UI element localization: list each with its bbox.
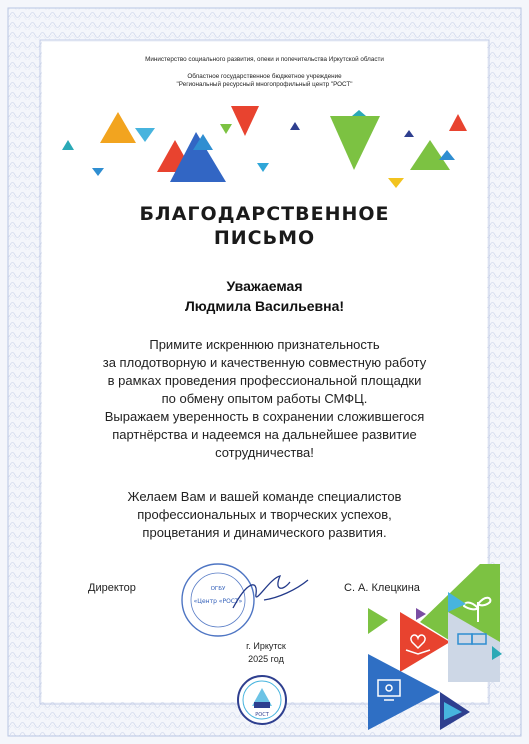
triangle-green-big: [330, 116, 380, 170]
greeting-line-2: Людмила Васильевна!: [184, 298, 345, 314]
city: г. Иркутск: [246, 641, 286, 651]
triangle-teal-top: [352, 110, 366, 116]
triangle-red-right: [449, 114, 467, 131]
place-date: [236, 640, 296, 666]
triangle-teal-tiny: [62, 140, 74, 150]
institution-type: Областное государственное бюджетное учреждение: [187, 73, 342, 80]
triangle-navy-tiny: [290, 122, 300, 130]
body-line: Примите искреннюю признательность: [149, 337, 380, 352]
triangle-green-small: [220, 124, 232, 134]
services-illustration: [360, 562, 510, 732]
triangle-blue-tiny: [257, 163, 269, 172]
triangle-teal-small: [135, 128, 155, 142]
body-line: за плодотворную и качественную совместную работу: [102, 355, 427, 370]
title-line-2: ПИСЬМО: [213, 227, 316, 249]
institution-name: "Региональный ресурсный многопрофильный центр "РОСТ": [176, 81, 353, 88]
triangle-red-big: [231, 106, 259, 136]
body-line: по обмену опытом работы СМФЦ.: [161, 391, 368, 406]
body-line: партнёрства и надеемся на дальнейшее развитие: [112, 427, 417, 442]
triangle-navy-right: [404, 130, 414, 137]
triangle-yellow-small: [388, 178, 404, 188]
greeting-line-1: Уважаемая: [226, 278, 303, 294]
stamp-text-top: ОГБУ: [210, 586, 226, 592]
decorative-triangles: [0, 0, 529, 200]
triangle-orange: [100, 112, 136, 143]
ministry-name: Министерство социального развития, опеки и попечительства Иркутской области: [145, 56, 384, 63]
triangle-green-left: [368, 608, 388, 634]
signer-name: С. А. Клецкина: [344, 582, 420, 594]
year: 2025 год: [248, 654, 284, 664]
body-line: сотрудничества!: [215, 445, 314, 460]
wish-line: профессиональных и творческих успехов,: [137, 507, 392, 522]
body-line: в рамках проведения профессиональной площадки: [107, 373, 422, 388]
triangle-blue-left: [92, 168, 104, 176]
stamp-text-mid: «Центр «РОСТ»: [193, 598, 243, 605]
body-line: Выражаем уверенность в сохранении сложившегося: [104, 409, 425, 424]
logo-text: РОСТ: [255, 712, 269, 718]
handwritten-signature: [233, 576, 308, 608]
rost-logo: [236, 674, 288, 726]
wish-line: процветания и динамического развития.: [142, 525, 387, 540]
wish-line: Желаем Вам и вашей команде специалистов: [127, 489, 402, 504]
triangle-blue-right: [439, 150, 455, 160]
title-line-1: БЛАГОДАРСТВЕННОЕ: [139, 203, 390, 225]
signer-position: Директор: [88, 582, 136, 594]
stamp-seal: [178, 560, 318, 650]
